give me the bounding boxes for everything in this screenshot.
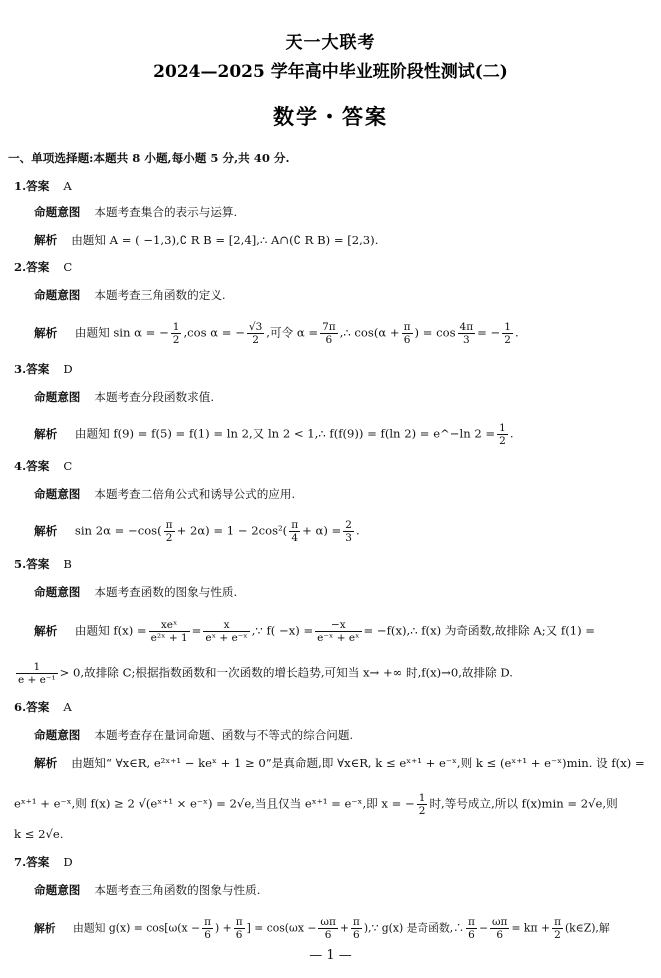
exam-title: 2024—2025 学年高中毕业班阶段性测试(二)	[153, 62, 508, 82]
analysis-label: 解析	[34, 325, 58, 340]
answer-label: 答案	[26, 855, 50, 869]
q4-answer-value: C	[63, 459, 73, 473]
analysis-label: 解析	[34, 426, 58, 441]
q5-text-3: ,∵ f( −x) =	[251, 623, 314, 638]
q6-answer-value: A	[63, 700, 72, 714]
q2-frac-5: $\frac{4\pi}{3}$	[459, 321, 474, 346]
intent-label: 命题意图	[34, 487, 81, 501]
q6-text-1: 由题知“ ∀x∈R, e²ˣ⁺¹ − keˣ + 1 ≥ 0”是真命题,即 ∀x∈R, k ≤ eˣ⁺¹ + e⁻ˣ,则 k ≤ (eˣ⁺¹ + e⁻ˣ)min. 设 f(x) =	[71, 756, 645, 770]
q4-answer	[14, 458, 651, 474]
q7-intent-text: 本题考查三角函数的图象与性质.	[94, 883, 261, 897]
q7-intent	[34, 882, 651, 898]
page-number: — 1 —	[309, 948, 352, 963]
q2-text-6: = −	[477, 325, 501, 340]
q5-text-1: 由题知 f(x) =	[74, 623, 147, 638]
q3-number: 3.	[14, 362, 27, 376]
q3-text-1: 由题知 f(9) = f(5) = f(1) = ln 2,又 ln 2 < 1,∴ f(f(9)) = f(ln 2) = e^−ln 2 =	[74, 426, 496, 441]
q5-text-4: = −f(x),∴ f(x) 为奇函数,故排除 A;又 f(1) =	[363, 623, 596, 638]
q4-analysis	[34, 519, 651, 544]
q5-analysis-cont	[14, 661, 651, 686]
q6-analysis-end: k ≤ 2√e.	[14, 827, 64, 841]
q2-frac-4: $\frac{\pi}{6}$	[403, 321, 411, 346]
q7-frac-6: $\frac{\omega\pi}{6}$	[491, 916, 508, 941]
q7-text-6: −	[478, 921, 488, 935]
q2-text-1: 由题知 sin α = −	[74, 325, 169, 340]
q1-intent-text: 本题考查集合的表示与运算.	[94, 205, 238, 219]
q6-text-3: 时,等号成立,所以 f(x)min = 2√e,则	[429, 796, 618, 811]
q1-number: 1.	[14, 179, 27, 193]
q5-text-5: > 0,故排除 C;根据指数函数和一次函数的增长趋势,可知当 x→ +∞ 时,f(x)→0,故排除 D.	[59, 665, 513, 680]
q5-intent	[34, 584, 651, 600]
answer-label: 答案	[26, 260, 50, 274]
answer-label: 答案	[26, 557, 50, 571]
q7-number: 7.	[14, 855, 27, 869]
q2-intent-text: 本题考查三角函数的定义.	[94, 288, 226, 302]
q6-text-2: eˣ⁺¹ + e⁻ˣ,则 f(x) ≥ 2 √(eˣ⁺¹ × e⁻ˣ) = 2√e,当且仅当 eˣ⁺¹ = e⁻ˣ,即 x = −	[14, 796, 415, 811]
q5-analysis	[34, 619, 651, 644]
q7-frac-4: $\frac{\pi}{6}$	[352, 916, 360, 941]
q6-intent-text: 本题考查存在量词命题、函数与不等式的综合问题.	[94, 728, 354, 742]
intent-label: 命题意图	[34, 288, 81, 302]
answer-label: 答案	[26, 700, 50, 714]
q4-frac-3: $\frac{2}{3}$	[345, 519, 352, 544]
q2-frac-1: $\frac{1}{2}$	[172, 321, 180, 346]
q7-text-8: (k∈Z),解	[564, 921, 610, 935]
q5-intent-text: 本题考查函数的图象与性质.	[94, 585, 238, 599]
q4-intent	[34, 486, 651, 502]
q7-text-5: ),∵ g(x) 是奇函数,∴	[363, 921, 465, 935]
q4-text-2: + 2α) = 1 − 2cos²(	[176, 523, 288, 538]
q2-number: 2.	[14, 260, 27, 274]
intent-label: 命题意图	[34, 585, 81, 599]
analysis-label: 解析	[34, 523, 58, 538]
q7-text-7: = kπ +	[511, 921, 551, 935]
q2-text-4: ,∴ cos(α +	[339, 325, 400, 340]
q4-text-1: sin 2α = −cos(	[74, 523, 162, 538]
q5-answer-value: B	[63, 557, 72, 571]
section-heading: 一、单项选择题:本题共 8 小题,每小题 5 分,共 40 分.	[8, 151, 290, 165]
subject-title: 数学・答案	[273, 104, 388, 129]
intent-label: 命题意图	[34, 728, 81, 742]
q7-frac-2: $\frac{\pi}{6}$	[235, 916, 243, 941]
q6-intent	[34, 727, 651, 743]
q7-frac-3: $\frac{\omega\pi}{6}$	[320, 916, 336, 941]
q2-text-5: ) = cos	[414, 325, 456, 340]
q2-intent	[34, 287, 651, 303]
q2-analysis	[34, 321, 651, 346]
answer-label: 答案	[26, 362, 50, 376]
q7-text-4: +	[339, 921, 349, 935]
q2-frac-6: $\frac{1}{2}$	[504, 321, 511, 346]
q7-frac-5: $\frac{\pi}{6}$	[468, 916, 475, 941]
q2-text-7: .	[514, 325, 519, 340]
q2-frac-3: $\frac{7\pi}{6}$	[322, 321, 336, 346]
q4-text-4: .	[355, 523, 360, 538]
q4-frac-1: $\frac{\pi}{2}$	[165, 519, 173, 544]
q6-frac-1: $\frac{1}{2}$	[418, 792, 426, 817]
q6-answer	[14, 699, 651, 715]
q2-answer-value: C	[63, 260, 73, 274]
answer-label: 答案	[26, 459, 50, 473]
q3-frac-1: $\frac{1}{2}$	[499, 422, 506, 447]
q1-answer-value: A	[63, 179, 72, 193]
q3-text-2: .	[509, 426, 514, 441]
q7-text-2: ) +	[214, 921, 232, 935]
analysis-label: 解析	[34, 756, 58, 770]
q4-frac-2: $\frac{\pi}{4}$	[291, 519, 299, 544]
analysis-label: 解析	[34, 233, 58, 247]
q5-frac-2: $\frac{x}{\text{eˣ + e⁻ˣ}}$	[205, 619, 248, 644]
q7-answer-value: D	[63, 855, 73, 869]
q2-answer	[14, 259, 651, 275]
q1-analysis	[34, 232, 651, 248]
q7-text-3: ] = cos(ωx −	[246, 921, 317, 935]
q7-frac-1: $\frac{\pi}{6}$	[204, 916, 211, 941]
q2-frac-2: $\frac{√3}{2}$	[248, 321, 263, 346]
intent-label: 命题意图	[34, 205, 81, 219]
q7-text-1: 由题知 g(x) = cos[ω(x −	[73, 921, 201, 935]
q4-number: 4.	[14, 459, 27, 473]
q1-answer	[14, 178, 651, 194]
q7-analysis	[34, 916, 651, 941]
q5-number: 5.	[14, 557, 27, 571]
q3-intent	[34, 389, 651, 405]
q3-intent-text: 本题考查分段函数求值.	[94, 390, 215, 404]
q6-analysis-cont	[14, 792, 651, 817]
q5-answer	[14, 556, 651, 572]
org-title: 天一大联考	[285, 33, 376, 53]
q2-text-3: ,可令 α =	[266, 325, 319, 340]
q2-text-2: ,cos α = −	[183, 325, 245, 340]
q1-intent	[34, 204, 651, 220]
q5-text-2: =	[191, 623, 202, 638]
intent-label: 命题意图	[34, 390, 81, 404]
analysis-label: 解析	[34, 921, 56, 935]
q7-frac-7: $\frac{\pi}{2}$	[554, 916, 561, 941]
q4-intent-text: 本题考查二倍角公式和诱导公式的应用.	[94, 487, 296, 501]
analysis-label: 解析	[34, 623, 58, 638]
q4-text-3: + α) =	[302, 523, 342, 538]
q3-answer	[14, 361, 651, 377]
q5-frac-1: $\frac{\text{xeˣ}}{\text{e²ˣ + 1}}$	[150, 619, 188, 644]
q1-analysis-text: 由题知 A = ( −1,3),∁ R B = [2,4],∴ A∩(∁ R B) = [2,3).	[71, 233, 379, 247]
q7-answer	[14, 854, 651, 870]
q5-frac-4: $\frac{1}{\text{e + e⁻¹}}$	[18, 661, 56, 686]
q3-answer-value: D	[63, 362, 73, 376]
q6-number: 6.	[14, 700, 27, 714]
q6-analysis	[34, 755, 651, 771]
q5-frac-3: $\frac{-x}{\text{e⁻ˣ + eˣ}}$	[317, 619, 360, 644]
intent-label: 命题意图	[34, 883, 81, 897]
q3-analysis	[34, 422, 651, 447]
answer-label: 答案	[26, 179, 50, 193]
